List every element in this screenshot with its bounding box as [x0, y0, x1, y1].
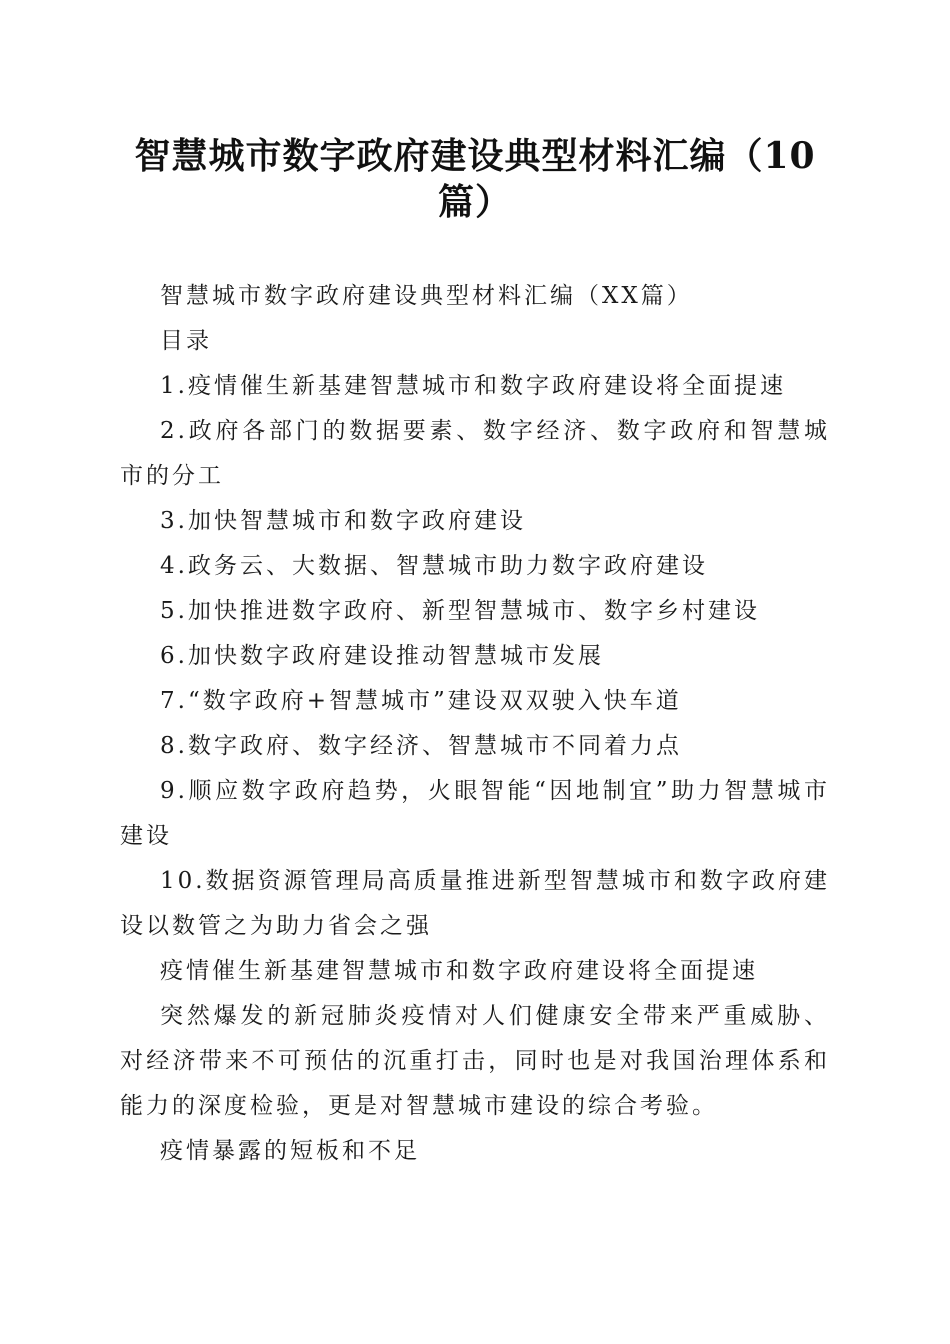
toc-item-9: 9.顺应数字政府趋势，火眼智能“因地制宜”助力智慧城市建设	[120, 778, 830, 849]
toc-item-7: 7.“数字政府+智慧城市”建设双双驶入快车道	[160, 688, 682, 714]
toc-item-2: 2.政府各部门的数据要素、数字经济、数字政府和智慧城市的分工	[120, 418, 830, 489]
toc-item-1: 1.疫情催生新基建智慧城市和数字政府建设将全面提速	[160, 373, 786, 399]
document-title: 智慧城市数字政府建设典型材料汇编（10篇）	[134, 135, 816, 223]
body-paragraph: 突然爆发的新冠肺炎疫情对人们健康安全带来严重威胁、对经济带来不可预估的沉重打击，同时也是对我国治理体系和能力的深度检验，更是对智慧城市建设的综合考验。	[120, 1003, 830, 1119]
toc-item-4: 4.政务云、大数据、智慧城市助力数字政府建设	[160, 553, 708, 579]
toc-heading: 目录	[160, 328, 212, 354]
toc-item-5: 5.加快推进数字政府、新型智慧城市、数字乡村建设	[160, 598, 760, 624]
section-heading: 疫情催生新基建智慧城市和数字政府建设将全面提速	[160, 958, 758, 984]
toc-item-8: 8.数字政府、数字经济、智慧城市不同着力点	[160, 733, 682, 759]
subsection-heading: 疫情暴露的短板和不足	[160, 1138, 420, 1164]
toc-item-6: 6.加快数字政府建设推动智慧城市发展	[160, 643, 604, 669]
toc-item-10: 10.数据资源管理局高质量推进新型智慧城市和数字政府建设以数管之为助力省会之强	[120, 868, 830, 939]
document-subtitle: 智慧城市数字政府建设典型材料汇编（XX篇）	[160, 283, 693, 309]
toc-item-3: 3.加快智慧城市和数字政府建设	[160, 508, 526, 534]
document-body	[120, 274, 830, 1174]
